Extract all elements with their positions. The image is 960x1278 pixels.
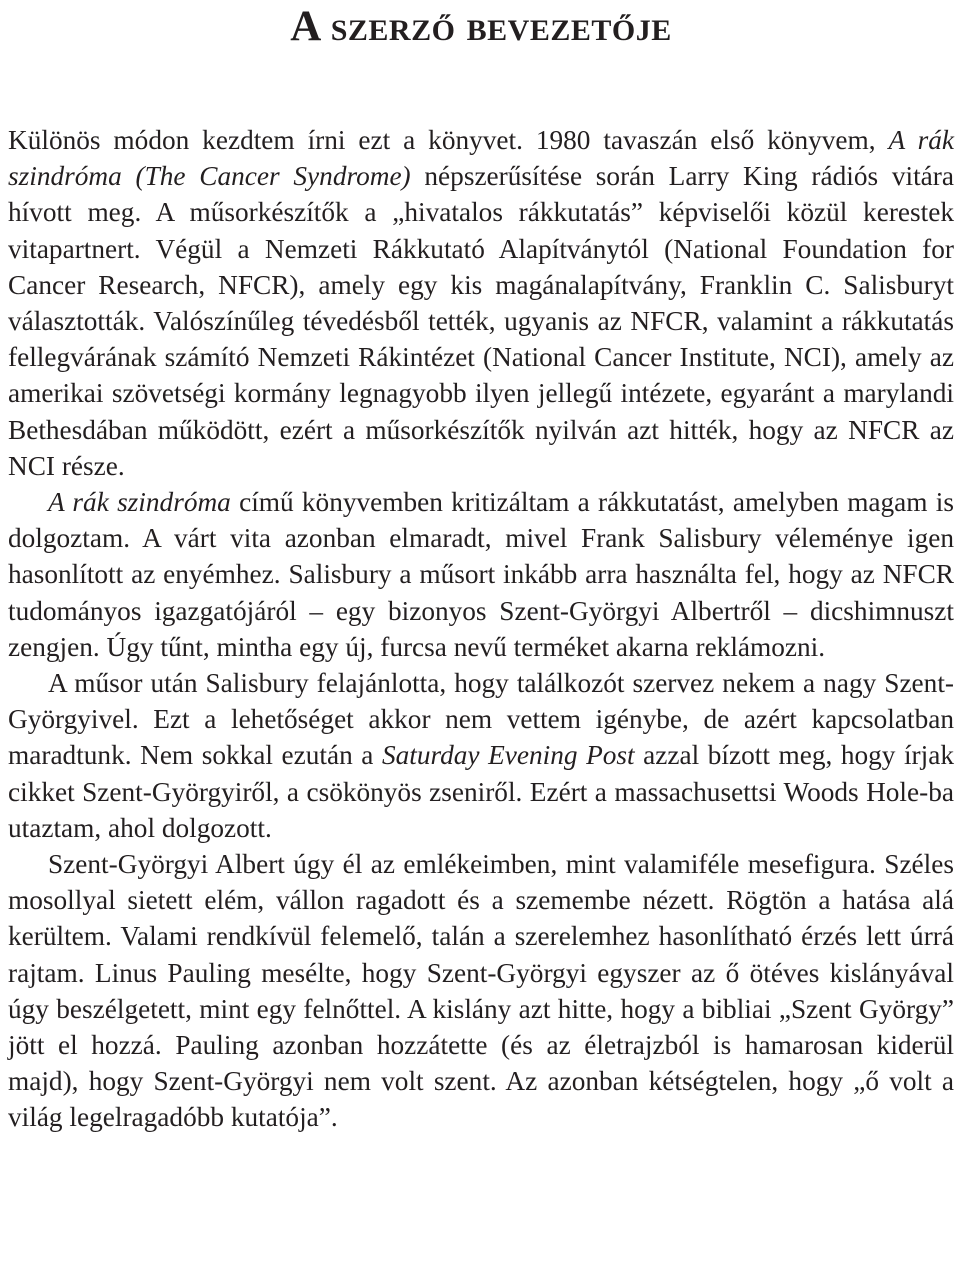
chapter-title: A szerző bevezetője	[290, 3, 672, 50]
paragraph-4	[8, 846, 954, 1136]
paragraph-4-text: Szent-Györgyi Albert úgy él az emlékeimben, mint valamiféle mesefigura. Széles mosollyal sietett elém, vállon ragadott és a szemembe nézett. Rögtön a hatása alá kerültem. Valami rendkívül felemelő, talán a szerelemhez hasonlítható érzés lett úrrá rajtam. Linus Pauling mesélte, hogy Szent-Györgyi egyszer az ő ötéves kislányával úgy beszélgetett, mint egy felnőttel. A kislány azt hitte, hogy a bibliai „Szent György” jött el hozzá. Pauling azonban hozzátette (és az életrajzból is hamarosan kiderül majd), hogy Szent-Györgyi nem volt szent. Az azonban kétségtelen, hogy „ő volt a világ legelragadóbb kutatója”.	[8, 849, 954, 1133]
book-title-italic: A rák szindróma (The Cancer Syndrome)	[8, 125, 954, 192]
book-title-italic-2: A rák szindróma	[48, 487, 231, 518]
paragraph-3-text-a: A műsor után Salisbury felajánlotta, hogy találkozót szervez nekem a nagy Szent-Györgyivel. Ezt a lehetőséget akkor nem vettem igénybe, de azért kapcsolatban maradtunk. Nem sokkal ezután a	[8, 668, 954, 771]
paragraph-2-text: című könyvemben kritizáltam a rákkutatást, amelyben magam is dolgoztam. A várt vita azonban elmaradt, mivel Frank Salisbury véleménye igen hasonlított az enyémhez. Salisbury a műsort inkább arra használta fel, hogy az NFCR tudományos igazgatójáról – egy bizonyos Szent-Györgyi Albertről – dicshimnuszt zengjen. Úgy tűnt, mintha egy új, furcsa nevű terméket akarna reklámozni.	[8, 487, 954, 662]
paragraph-3-text-b: azzal bízott meg, hogy írjak cikket Szent-Györgyiről, a csökönyös zseniről. Ezért a massachusettsi Woods Hole-ba utaztam, ahol dolgozott.	[8, 740, 954, 843]
paragraph-1-text-a: Különös módon kezdtem írni ezt a könyvet. 1980 tavaszán első könyvem,	[8, 125, 889, 155]
magazine-title-italic: Saturday Evening Post	[381, 740, 635, 771]
paragraph-2	[8, 484, 954, 665]
book-page	[8, 0, 954, 1136]
paragraph-3	[8, 665, 954, 846]
paragraph-1	[8, 122, 954, 484]
body-text	[8, 122, 954, 1136]
paragraph-1-text-b: népszerűsítése során Larry King rádiós vitára hívott meg. A műsorkészítők a „hivatalos rákkutatás” képviselői közül kerestek vitapartnert. Végül a Nemzeti Rákkutató Alapítványtól (National Foundation for Cancer Research, NFCR), amely egy kis magánalapítvány, Franklin C. Salisburyt választották. Valószínűleg tévedésből tették, ugyanis az NFCR, valamint a rákkutatás fellegvárának számító Nemzeti Rákintézet (National Cancer Institute, NCI), amely az amerikai szövetségi kormány legnagyobb ilyen jellegű intézete, egyaránt a marylandi Bethesdában működött, ezért a műsorkészítők nyilván azt hitték, hogy az NFCR az NCI része.	[8, 161, 954, 481]
